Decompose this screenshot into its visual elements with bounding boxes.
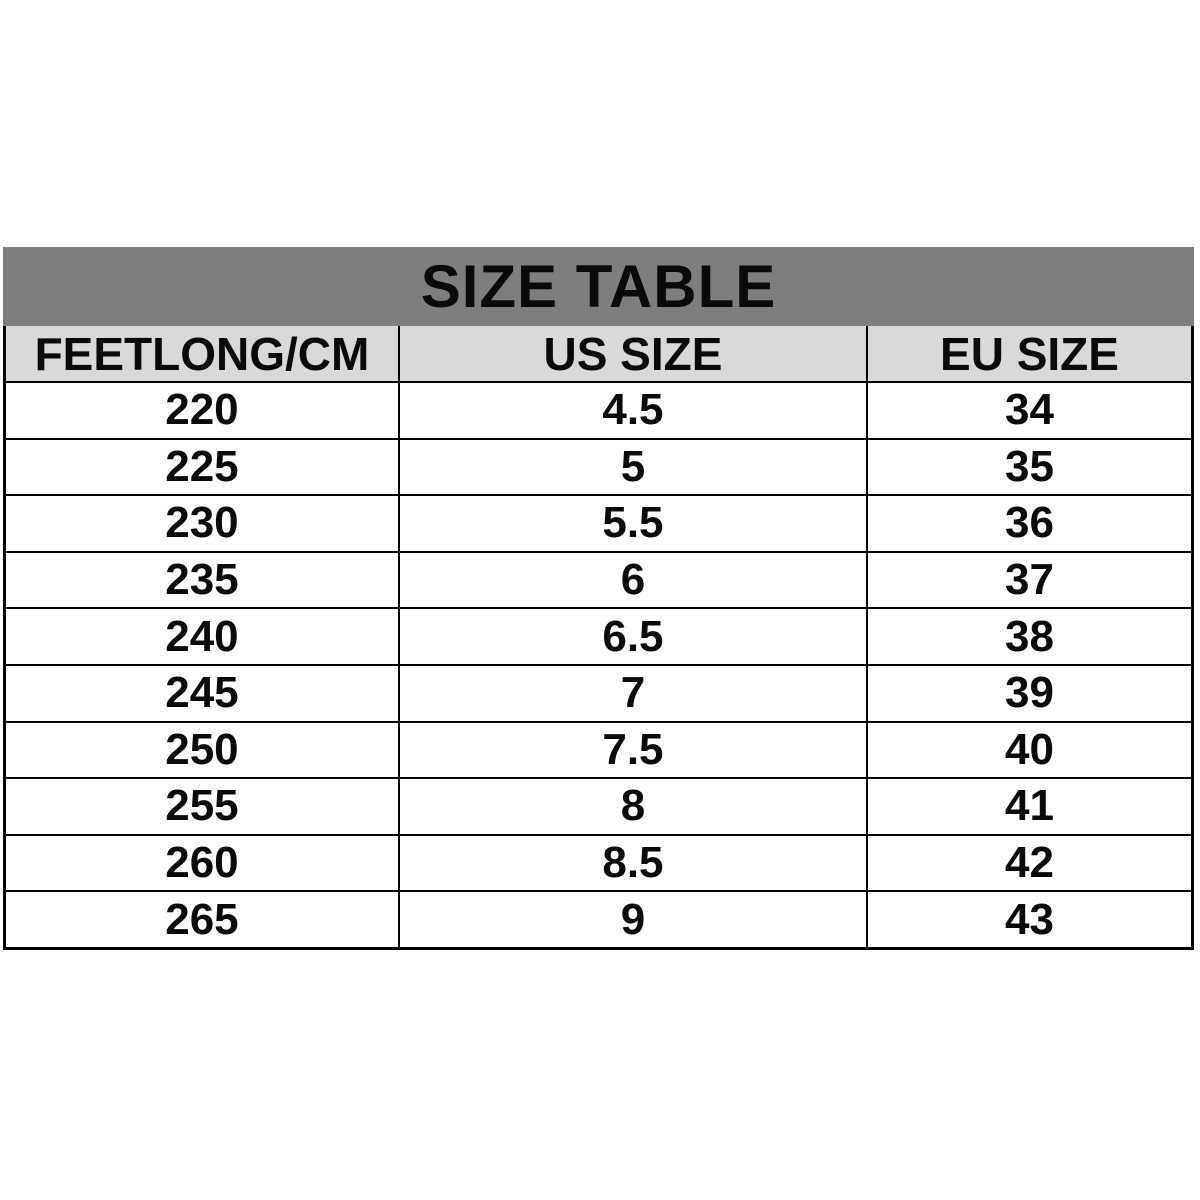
table-row bbox=[5, 552, 1193, 609]
cell-eu-size: 40 bbox=[867, 722, 1193, 779]
table-row bbox=[5, 778, 1193, 835]
cell-eu-size: 34 bbox=[867, 382, 1193, 439]
table-row bbox=[5, 665, 1193, 722]
table-row bbox=[5, 891, 1193, 948]
column-header-us-size: US SIZE bbox=[399, 326, 867, 382]
cell-us-size: 4.5 bbox=[399, 382, 867, 439]
table-row bbox=[5, 382, 1193, 439]
cell-us-size: 5 bbox=[399, 439, 867, 496]
column-header-feetlong-cm: FEETLONG/CM bbox=[5, 326, 399, 382]
cell-feetlong-cm: 240 bbox=[5, 608, 399, 665]
cell-us-size: 8 bbox=[399, 778, 867, 835]
cell-us-size: 7.5 bbox=[399, 722, 867, 779]
cell-feetlong-cm: 220 bbox=[5, 382, 399, 439]
cell-feetlong-cm: 265 bbox=[5, 891, 399, 948]
cell-eu-size: 42 bbox=[867, 835, 1193, 892]
table-row bbox=[5, 835, 1193, 892]
cell-eu-size: 37 bbox=[867, 552, 1193, 609]
table-row bbox=[5, 608, 1193, 665]
cell-us-size: 9 bbox=[399, 891, 867, 948]
table-row bbox=[5, 495, 1193, 552]
table-row bbox=[5, 722, 1193, 779]
table-row bbox=[5, 439, 1193, 496]
cell-feetlong-cm: 255 bbox=[5, 778, 399, 835]
cell-us-size: 7 bbox=[399, 665, 867, 722]
header-row bbox=[5, 326, 1193, 382]
cell-eu-size: 43 bbox=[867, 891, 1193, 948]
cell-feetlong-cm: 230 bbox=[5, 495, 399, 552]
size-chart bbox=[3, 247, 1194, 950]
size-table bbox=[3, 326, 1194, 950]
cell-feetlong-cm: 225 bbox=[5, 439, 399, 496]
cell-eu-size: 35 bbox=[867, 439, 1193, 496]
cell-us-size: 6.5 bbox=[399, 608, 867, 665]
cell-feetlong-cm: 260 bbox=[5, 835, 399, 892]
cell-feetlong-cm: 245 bbox=[5, 665, 399, 722]
size-table-title: SIZE TABLE bbox=[3, 247, 1194, 326]
cell-us-size: 8.5 bbox=[399, 835, 867, 892]
column-header-eu-size: EU SIZE bbox=[867, 326, 1193, 382]
cell-eu-size: 39 bbox=[867, 665, 1193, 722]
cell-feetlong-cm: 235 bbox=[5, 552, 399, 609]
cell-feetlong-cm: 250 bbox=[5, 722, 399, 779]
cell-eu-size: 38 bbox=[867, 608, 1193, 665]
cell-eu-size: 41 bbox=[867, 778, 1193, 835]
cell-eu-size: 36 bbox=[867, 495, 1193, 552]
cell-us-size: 6 bbox=[399, 552, 867, 609]
cell-us-size: 5.5 bbox=[399, 495, 867, 552]
